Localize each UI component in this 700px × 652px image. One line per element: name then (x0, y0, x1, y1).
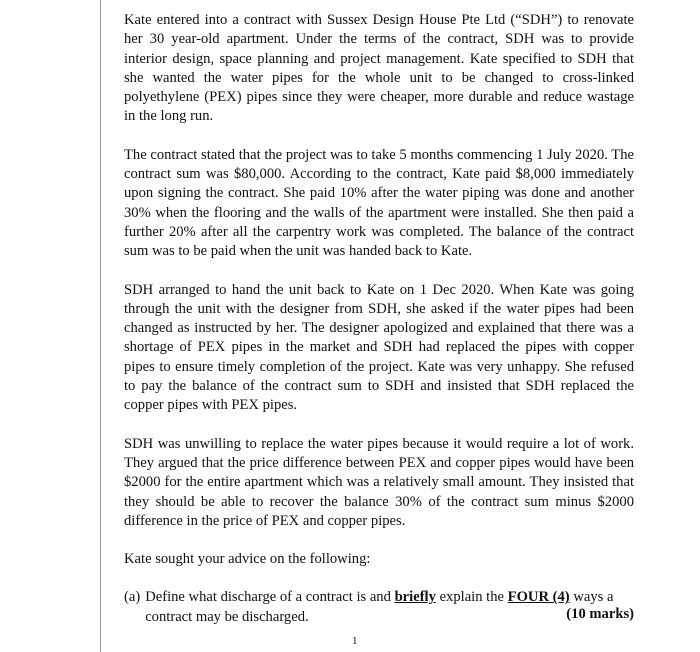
question-label: (a) (124, 589, 141, 606)
page-margin-rule (100, 0, 101, 652)
question-text-part2: explain the (439, 589, 504, 606)
question-text (145, 588, 634, 627)
marks-allocation: (10 marks) (566, 606, 634, 622)
paragraph-sdh-argument: SDH was unwilling to replace the water pipes because it would require a lot of work. They argued that the price difference between PEX and copper pipes would have been $2000 for the entire apartment which was a relatively small amount. They insisted that they should be able to recover the balance 30% of the contract sum minus $2000 difference in the price of PEX and copper pipes. (124, 435, 634, 529)
question-emphasis-briefly: briefly (394, 589, 436, 606)
question-text-part1: Define what discharge of a contract is and (145, 589, 391, 606)
paragraph-contract-terms: The contract stated that the project was to take 5 months commencing 1 July 2020. The contract sum was $80,000. According to the contract, Kate paid $8,000 immediately upon signing the contract. She paid 10% after the water piping was done and another 30% when the flooring and the walls of the apartment were installed. She then paid a further 20% after all the carpentry work was completed. The balance of the contract sum was to be paid when the unit was handed back to Kate. (124, 146, 634, 260)
paragraph-contract-background: Kate entered into a contract with Sussex Design House Pte Ltd (“SDH”) to renovate her 30 year-old apartment. Under the terms of the contract, SDH was to provide interior design, space planning and project management. Kate specified to SDH that she wanted the water pipes for the whole unit to be changed to cross-linked polyethylene (PEX) pipes since they were cheaper, more durable and reduce wastage in the long run. (124, 12, 634, 125)
question-a (124, 588, 634, 627)
paragraph-handover: SDH arranged to hand the unit back to Kate on 1 Dec 2020. When Kate was going through the unit with the designer from SDH, she asked if the water pipes had been changed as instructed by her. The designer apologized and explained that there was a shortage of PEX pipes in the market and SDH had replaced the pipes with copper pipes to ensure timely completion of the project. Kate was very unhappy. She refused to pay the balance of the contract sum to SDH and insisted that SDH replaced the copper pipes with PEX pipes. (124, 281, 634, 414)
page-number: 1 (352, 635, 358, 647)
document-body (124, 11, 634, 627)
paragraph-advice-intro: Kate sought your advice on the following: (124, 551, 371, 568)
question-text-part3: ways a contract may be discharged. (145, 589, 614, 625)
question-emphasis-four: FOUR (4) (507, 589, 570, 606)
